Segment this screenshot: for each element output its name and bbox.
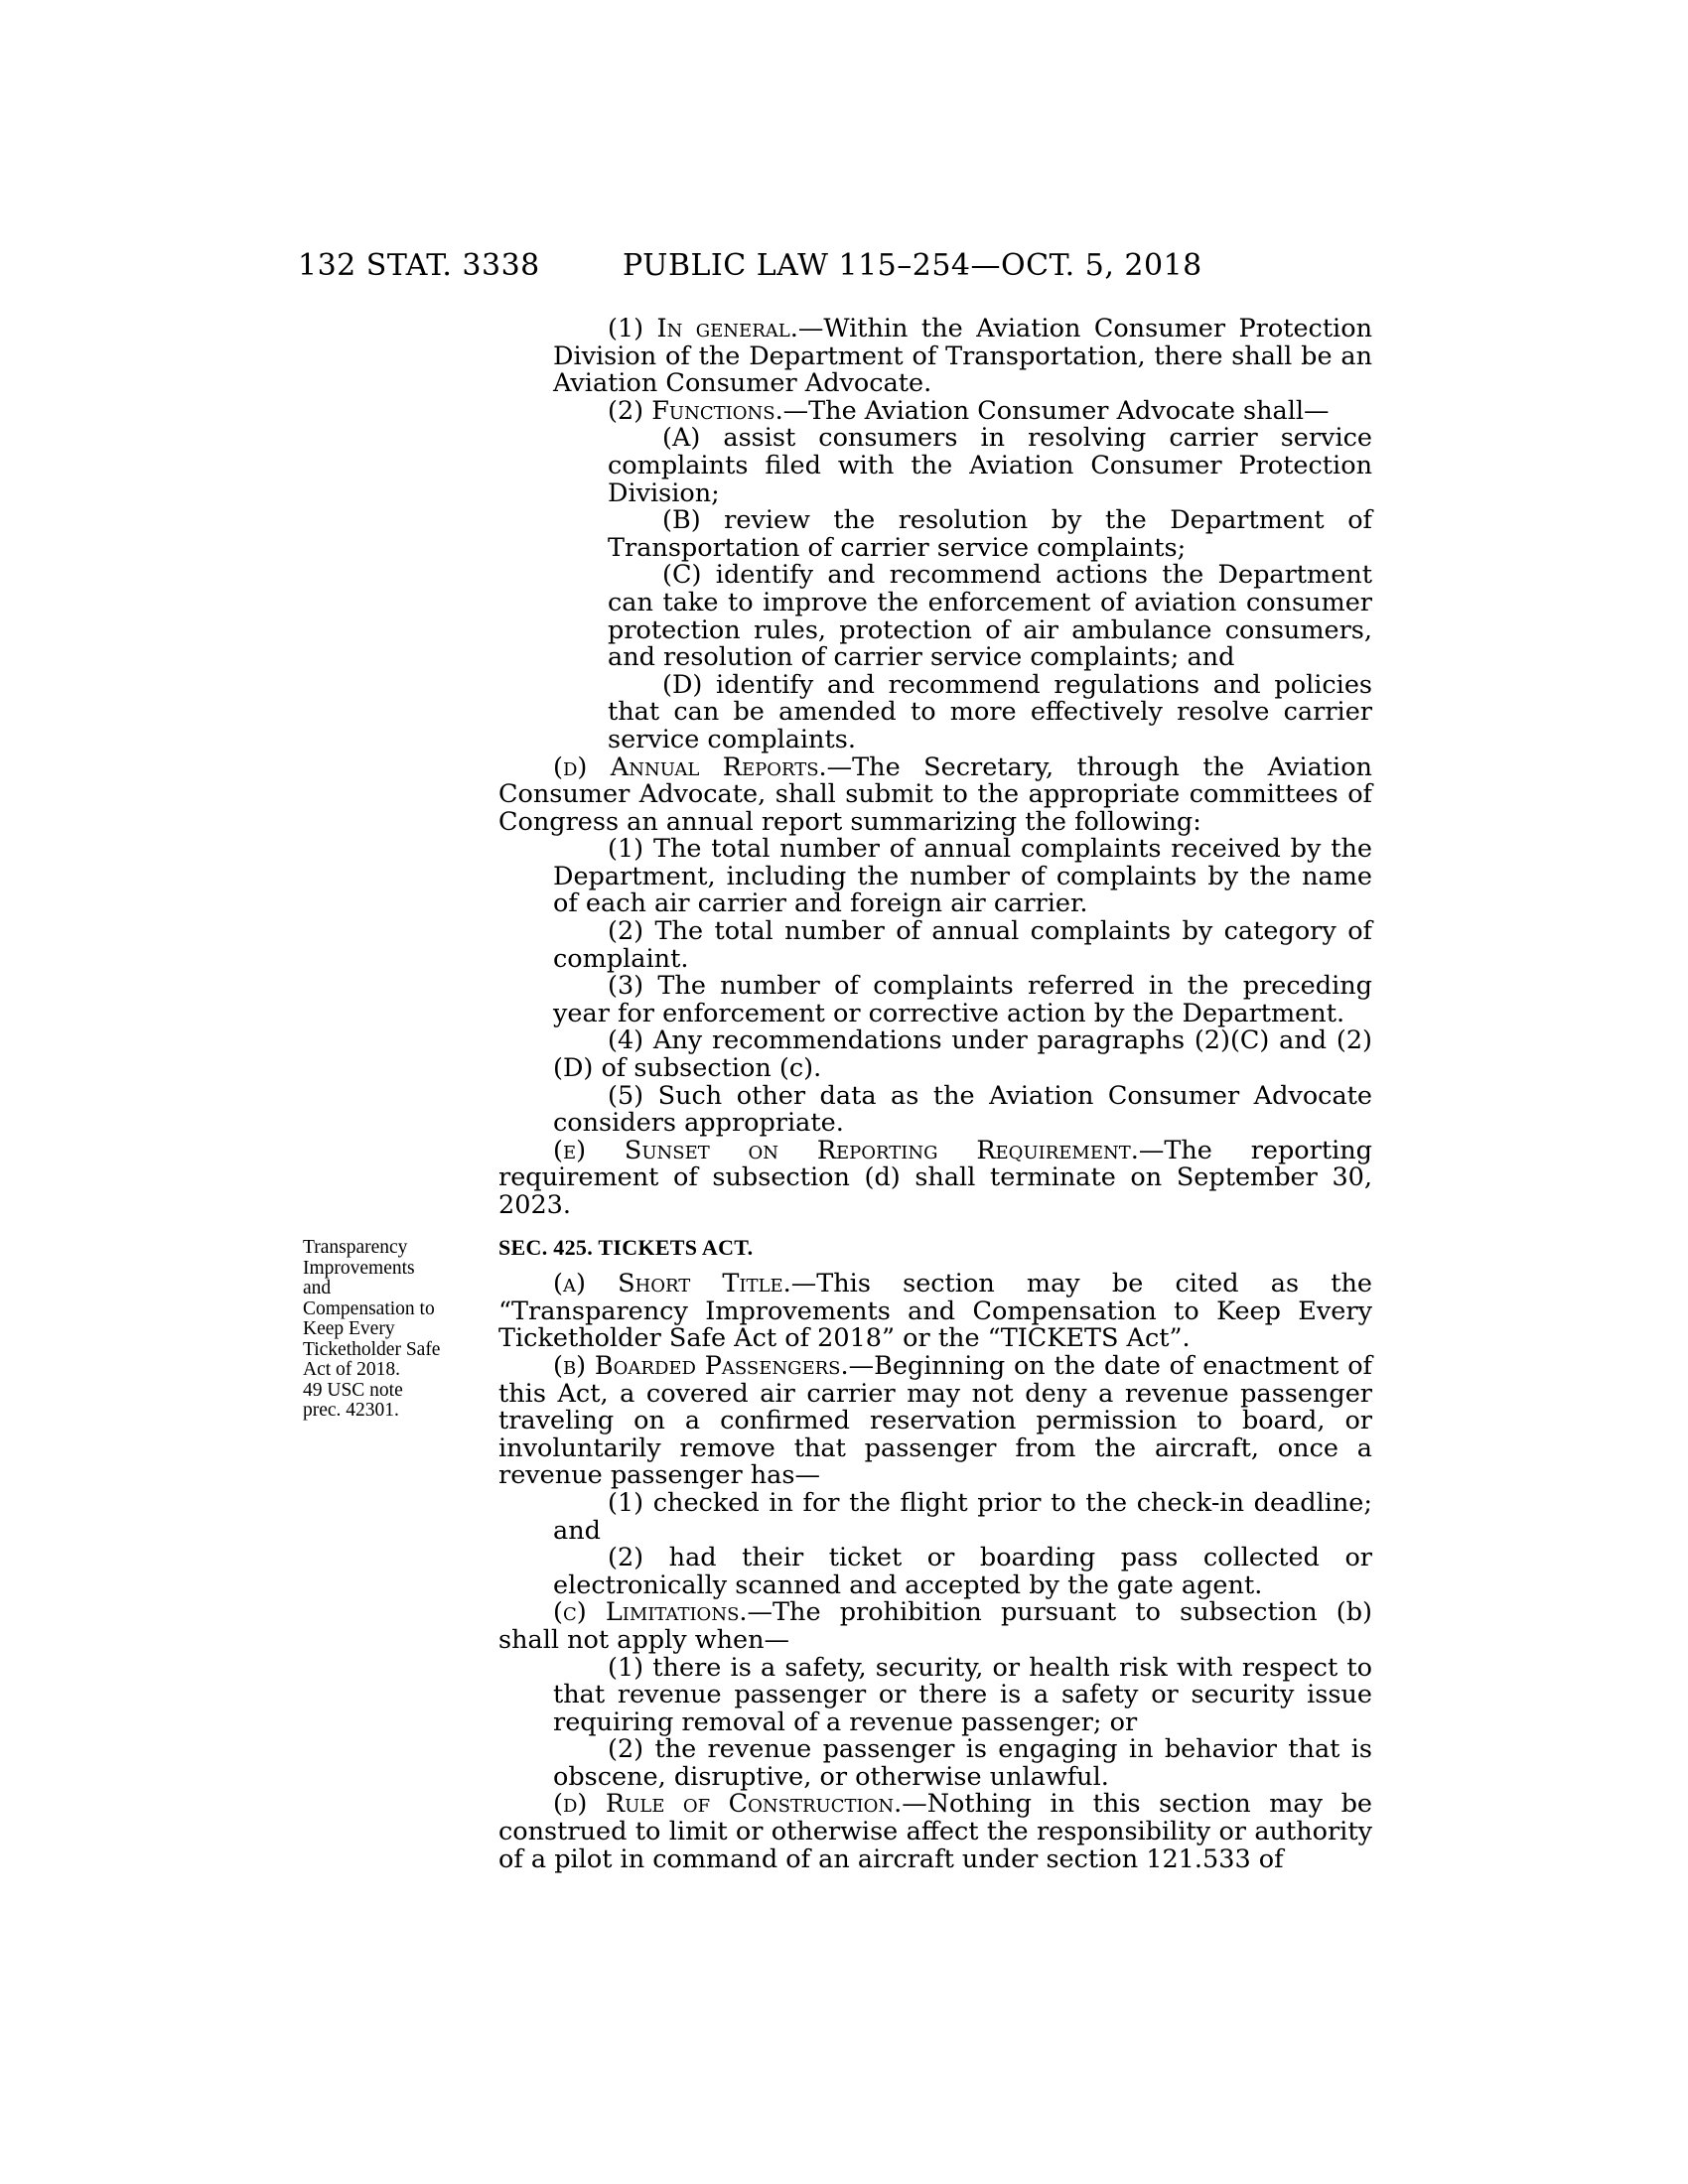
limitation-item-1: (1) there is a safety, security, or health risk with respect to that revenue passenger or there is a safety or security issue requiring removal of a revenue passenger; or xyxy=(553,1652,1372,1737)
subparagraph-a: (A) assist consumers in resolving carrier service complaints filed with the Aviation Consumer Protection Division; xyxy=(608,423,1372,508)
stat-reference: 132 STAT. 3338 xyxy=(298,248,540,283)
boarded-item-2: (2) had their ticket or boarding pass collected or electronically scanned and accepted by the gate agent. xyxy=(553,1543,1372,1600)
margin-note-line: Compensation to xyxy=(303,1297,435,1319)
subsection-heading: (c) Limitations. xyxy=(553,1597,748,1628)
paragraph-text: —Within the Aviation Consumer Protection Division of the Department of Transportation, there shall be an Aviation Consumer Advocate. xyxy=(553,314,1372,399)
section-heading: SEC. 425. TICKETS ACT. xyxy=(498,1234,754,1260)
subsection-text: —Beginning on the date of enactment of this Act, a covered air carrier may not deny a revenue passenger traveling on a confirmed reservation permission to board, or involuntarily remove that passenger from the aircraft, once a revenue passenger has— xyxy=(498,1350,1372,1491)
subsection-text: —This section may be cited as the “Transparency Improvements and Compensation to Keep Every Ticketholder Safe Act of 2018” or the “TICKETS Act”. xyxy=(498,1269,1372,1354)
report-item-3: (3) The number of complaints referred in the preceding year for enforcement or corrective action by the Department. xyxy=(553,971,1372,1028)
paragraph-heading: (1) In general. xyxy=(608,314,798,343)
margin-note xyxy=(303,1238,482,1422)
limitation-item-2: (2) the revenue passenger is engaging in behavior that is obscene, disruptive, or otherwise unlawful. xyxy=(553,1734,1372,1792)
document-body xyxy=(498,316,1372,1873)
subsection-heading: (d) Annual Reports. xyxy=(553,751,827,782)
paragraph-heading: (2) Functions. xyxy=(608,395,783,426)
margin-note-line: Transparency xyxy=(303,1237,408,1258)
subsection-heading: (e) Sunset on Reporting Requirement. xyxy=(553,1135,1139,1165)
report-item-4: (4) Any recommendations under paragraphs (2)(C) and (2)(D) of subsection (c). xyxy=(553,1025,1372,1084)
subsection-limitations xyxy=(498,1599,1372,1654)
page-header-title: PUBLIC LAW 115–254—OCT. 5, 2018 xyxy=(623,248,1202,283)
paragraph-functions xyxy=(498,395,1372,426)
margin-note-line: Improvements xyxy=(303,1257,415,1279)
subparagraph-b: (B) review the resolution by the Department of Transportation of carrier service complaints; xyxy=(608,505,1372,563)
subsection-rule-of-construction xyxy=(498,1791,1372,1873)
subsection-text: —The prohibition pursuant to subsection (b) shall not apply when— xyxy=(498,1597,1372,1655)
margin-note-line: prec. 42301. xyxy=(303,1400,399,1421)
subsection-heading: (a) Short Title. xyxy=(553,1269,791,1299)
subsection-text: —Nothing in this section may be construed to limit or otherwise affect the responsibility or authority of a pilot in command of an aircraft under section 121.533 of xyxy=(498,1789,1372,1874)
report-item-2: (2) The total number of annual complaints by category of complaint. xyxy=(553,916,1372,974)
margin-note-line: and xyxy=(303,1278,332,1298)
subsection-text: —The reporting requirement of subsection (d) shall terminate on September 30, 2023. xyxy=(498,1135,1372,1220)
subparagraph-d: (D) identify and recommend regulations and policies that can be amended to more effectively resolve carrier service complaints. xyxy=(608,669,1372,754)
report-item-5: (5) Such other data as the Aviation Consumer Advocate considers appropriate. xyxy=(553,1080,1372,1139)
subsection-annual-reports xyxy=(498,751,1372,837)
paragraph-in-general xyxy=(498,316,1372,398)
margin-note-line: Keep Every xyxy=(303,1318,395,1339)
paragraph-text: —The Aviation Consumer Advocate shall— xyxy=(782,395,1330,426)
boarded-item-1: (1) checked in for the flight prior to the check-in deadline; and xyxy=(553,1487,1372,1546)
subsection-heading: (d) Rule of Construction. xyxy=(553,1789,903,1820)
subsection-boarded-passengers xyxy=(498,1350,1372,1491)
subsection-heading: (b) Boarded Passengers. xyxy=(553,1350,849,1381)
subsection-sunset xyxy=(498,1135,1372,1220)
subsection-text: —The Secretary, through the Aviation Consumer Advocate, shall submit to the appropriate committees of Congress an annual report summarizing the following: xyxy=(498,751,1372,837)
margin-note-line: Act of 2018. xyxy=(303,1359,401,1380)
subsection-short-title xyxy=(498,1271,1372,1353)
subparagraph-c: (C) identify and recommend actions the Department can take to improve the enforcement of aviation consumer protection rules, protection of air ambulance consumers, and resolution of carrier service complaints; and xyxy=(608,560,1372,673)
margin-note-line: Ticketholder Safe xyxy=(303,1338,441,1360)
margin-note-line: 49 USC note xyxy=(303,1379,403,1401)
report-item-1: (1) The total number of annual complaints received by the Department, including the number of complaints by the name of each air carrier and foreign air carrier. xyxy=(553,834,1372,919)
